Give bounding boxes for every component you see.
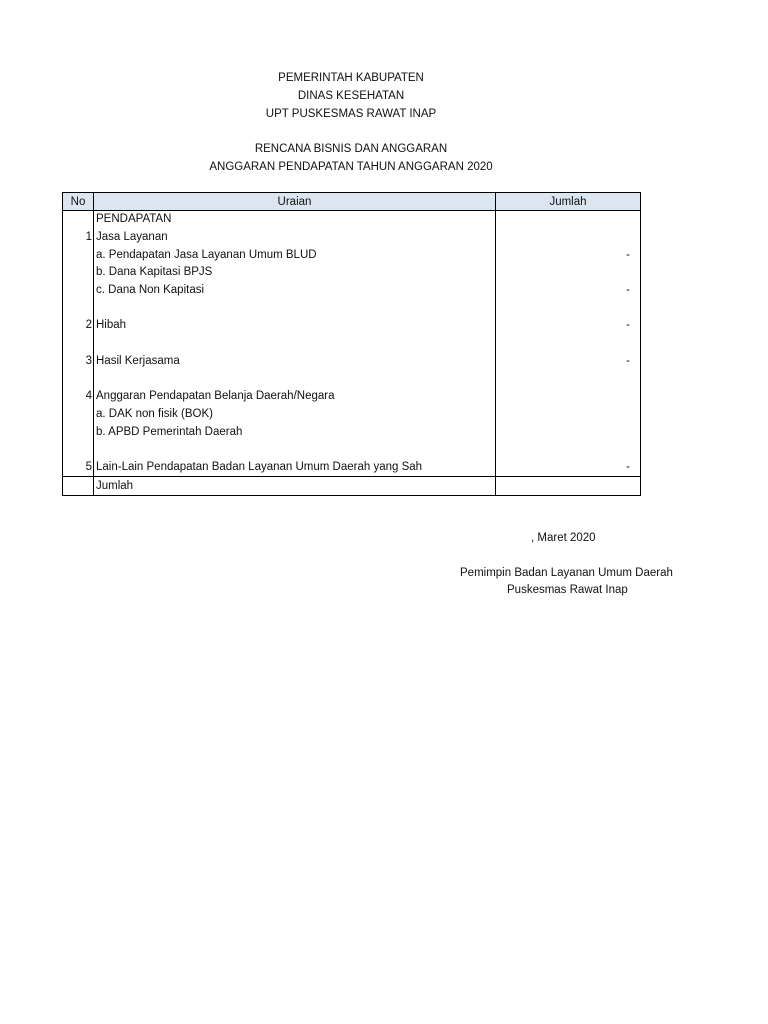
document-title-2: ANGGARAN PENDAPATAN TAHUN ANGGARAN 2020 xyxy=(209,161,493,173)
header-line-1: PEMERINTAH KABUPATEN xyxy=(278,72,424,84)
cell-uraian: Jumlah xyxy=(94,477,496,496)
cell-no xyxy=(63,335,94,353)
cell-uraian: b. Dana Kapitasi BPJS xyxy=(94,264,496,282)
cell-jumlah: - xyxy=(496,317,641,335)
cell-jumlah xyxy=(496,441,641,459)
column-header-jumlah: Jumlah xyxy=(496,193,641,211)
cell-uraian: a. Pendapatan Jasa Layanan Umum BLUD xyxy=(94,246,496,264)
table-row xyxy=(63,459,641,477)
cell-jumlah xyxy=(496,423,641,441)
table-row xyxy=(63,370,641,388)
cell-uraian: Lain-Lain Pendapatan Badan Layanan Umum Daerah yang Sah xyxy=(94,459,496,477)
cell-jumlah xyxy=(496,388,641,406)
cell-jumlah xyxy=(496,406,641,424)
cell-uraian: Anggaran Pendapatan Belanja Daerah/Negara xyxy=(94,388,496,406)
table-body xyxy=(63,211,641,496)
cell-no xyxy=(63,441,94,459)
table-row xyxy=(63,388,641,406)
cell-uraian xyxy=(94,335,496,353)
table-row xyxy=(63,246,641,264)
column-header-no: No xyxy=(63,193,94,211)
cell-no: 4 xyxy=(63,388,94,406)
cell-jumlah xyxy=(496,211,641,229)
table-row xyxy=(63,282,641,300)
cell-uraian: Hasil Kerjasama xyxy=(94,353,496,371)
cell-jumlah xyxy=(496,335,641,353)
cell-uraian xyxy=(94,370,496,388)
cell-uraian: Hibah xyxy=(94,317,496,335)
table-row xyxy=(63,406,641,424)
cell-uraian: Jasa Layanan xyxy=(94,229,496,247)
cell-jumlah xyxy=(496,229,641,247)
cell-jumlah: - xyxy=(496,282,641,300)
cell-jumlah xyxy=(496,477,641,496)
table-row xyxy=(63,211,641,229)
column-header-uraian: Uraian xyxy=(94,193,496,211)
table-row xyxy=(63,423,641,441)
document-title-1: RENCANA BISNIS DAN ANGGARAN xyxy=(254,143,448,155)
cell-uraian: b. APBD Pemerintah Daerah xyxy=(94,423,496,441)
cell-jumlah xyxy=(496,264,641,282)
table-header-row xyxy=(63,193,641,211)
signature-role-2: Puskesmas Rawat Inap xyxy=(507,584,628,596)
cell-no xyxy=(63,299,94,317)
cell-no xyxy=(63,264,94,282)
signature-date: , Maret 2020 xyxy=(531,532,596,544)
cell-jumlah xyxy=(496,370,641,388)
cell-no xyxy=(63,370,94,388)
cell-jumlah: - xyxy=(496,246,641,264)
cell-no xyxy=(63,477,94,496)
cell-jumlah xyxy=(496,299,641,317)
cell-uraian: PENDAPATAN xyxy=(94,211,496,229)
table-row xyxy=(63,229,641,247)
cell-no xyxy=(63,246,94,264)
cell-no: 1 xyxy=(63,229,94,247)
cell-jumlah: - xyxy=(496,459,641,477)
cell-no: 2 xyxy=(63,317,94,335)
table-row xyxy=(63,264,641,282)
cell-uraian xyxy=(94,441,496,459)
cell-uraian xyxy=(94,299,496,317)
header-line-2: DINAS KESEHATAN xyxy=(297,90,405,102)
cell-uraian: c. Dana Non Kapitasi xyxy=(94,282,496,300)
cell-no xyxy=(63,423,94,441)
table-row xyxy=(63,317,641,335)
cell-uraian: a. DAK non fisik (BOK) xyxy=(94,406,496,424)
table-row xyxy=(63,441,641,459)
cell-no xyxy=(63,282,94,300)
signature-role-1: Pemimpin Badan Layanan Umum Daerah xyxy=(460,567,673,579)
cell-no: 3 xyxy=(63,353,94,371)
cell-no xyxy=(63,406,94,424)
table-row xyxy=(63,335,641,353)
header-line-3: UPT PUSKESMAS RAWAT INAP xyxy=(265,108,437,120)
table-row xyxy=(63,353,641,371)
cell-no: 5 xyxy=(63,459,94,477)
table-row xyxy=(63,299,641,317)
table-total-row xyxy=(63,477,641,496)
cell-no xyxy=(63,211,94,229)
budget-table xyxy=(62,192,641,496)
cell-jumlah: - xyxy=(496,353,641,371)
